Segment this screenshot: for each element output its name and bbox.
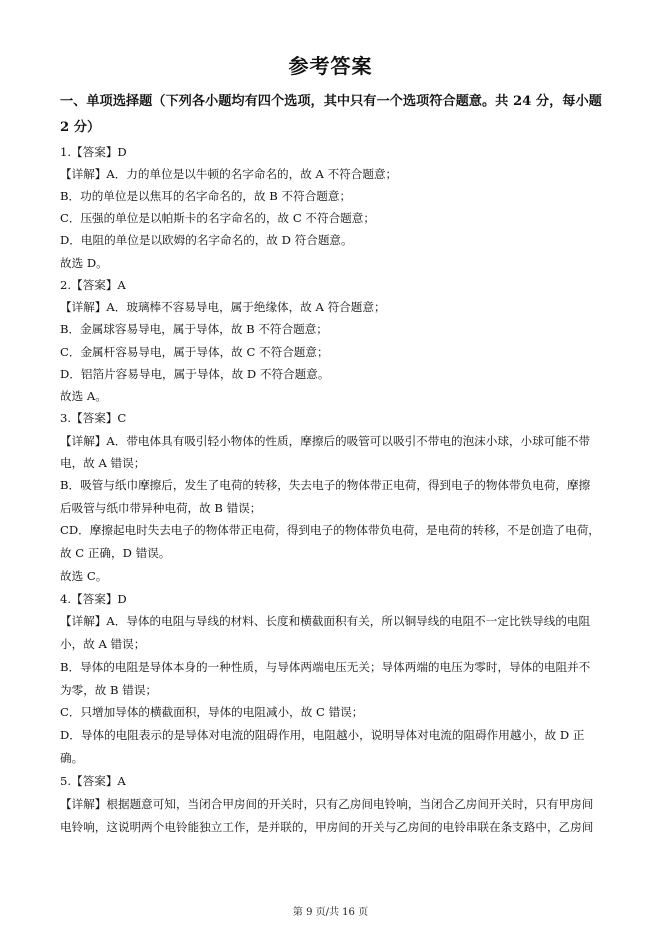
answer-text-line: 【详解】根据题意可知，当闭合甲房间的开关时，只有乙房间电铃响，当闭合乙房间开关时，只有甲房间 [60, 797, 594, 811]
answer-text-line: 2.【答案】A [60, 278, 126, 292]
answer-text-line: B．导体的电阻是导体本身的一种性质，与导体两端电压无关；导体两端的电压为零时，导体的电阻并不 [60, 660, 591, 674]
answer-text-line: C．压强的单位是以帕斯卡的名字命名的，故 C 不符合题意； [60, 211, 375, 225]
answer-text-line: 3.【答案】C [60, 411, 127, 425]
page-title: 参考答案 [288, 54, 373, 78]
answer-text-line: 【详解】A．力的单位是以牛顿的名字命名的，故 A 不符合题意； [60, 167, 398, 181]
section-heading-line-1: 一、单项选择题（下列各小题均有四个选项，其中只有一个选项符合题意。共 24 分，每小题 [60, 94, 602, 109]
answer-text-line: 5.【答案】A [60, 774, 126, 788]
answer-text-line: 故 C 正确，D 错误。 [60, 546, 171, 560]
answer-text-line: D．导体的电阻表示的是导体对电流的阻碍作用，电阻越小，说明导体对电流的阻碍作用越小，故 D 正 [60, 728, 585, 742]
answer-text-line: 电，故 A 错误； [60, 456, 146, 470]
answer-text-line: 4.【答案】D [60, 592, 127, 606]
answer-text-line: B．金属球容易导电，属于导体，故 B 不符合题意； [60, 322, 328, 336]
answer-text-line: C．金属杆容易导电，属于导体，故 C 不符合题意； [60, 345, 329, 359]
answer-text-line: 故选 D。 [60, 256, 108, 270]
answer-text-line: B．吸管与纸巾摩擦后，发生了电荷的转移，失去电子的物体带正电荷，得到电子的物体带负电荷，摩擦 [60, 478, 591, 492]
answer-text-line: 【详解】A．导体的电阻与导线的材料、长度和横截面积有关，所以铜导线的电阻不一定比铁导线的电阻 [60, 614, 591, 628]
answer-text-line: 【详解】A．玻璃棒不容易导电，属于绝缘体，故 A 符合题意； [60, 300, 386, 314]
answer-text-line: 故选 C。 [60, 569, 108, 583]
answer-text-line: 故选 A。 [60, 389, 107, 403]
answer-text-line: 后吸管与纸巾带异种电荷，故 B 错误； [60, 501, 262, 515]
answer-text-line: 【详解】A．带电体具有吸引轻小物体的性质，摩擦后的吸管可以吸引不带电的泡沫小球，小球可能不带 [60, 434, 591, 448]
answer-text-line: D．电阻的单位是以欧姆的名字命名的，故 D 符合题意。 [60, 233, 353, 247]
answer-text-line: B．功的单位是以焦耳的名字命名的，故 B 不符合题意； [60, 189, 352, 203]
answer-text-line: 1.【答案】D [60, 145, 127, 159]
answer-text-line: 确。 [60, 751, 84, 765]
answer-text-line: CD．摩擦起电时失去电子的物体带正电荷，得到电子的物体带负电荷，是电荷的转移，不是创造了电荷， [60, 523, 600, 537]
answer-text-line: 为零，故 B 错误； [60, 683, 158, 697]
answer-text-line: C．只增加导体的横截面积，导体的电阻减小，故 C 错误； [60, 705, 364, 719]
answer-text-line: 电铃响，这说明两个电铃能独立工作，是并联的，甲房间的开关与乙房间的电铃串联在条支路中，乙房间 [60, 820, 594, 834]
answer-text-line: 小，故 A 错误； [60, 637, 146, 651]
answer-text-line: D．铝箔片容易导电，属于导体，故 D 不符合题意。 [60, 367, 330, 381]
section-heading-line-2: 2 分） [60, 120, 101, 135]
page-footer: 第 9 页/共 16 页 [292, 907, 369, 918]
